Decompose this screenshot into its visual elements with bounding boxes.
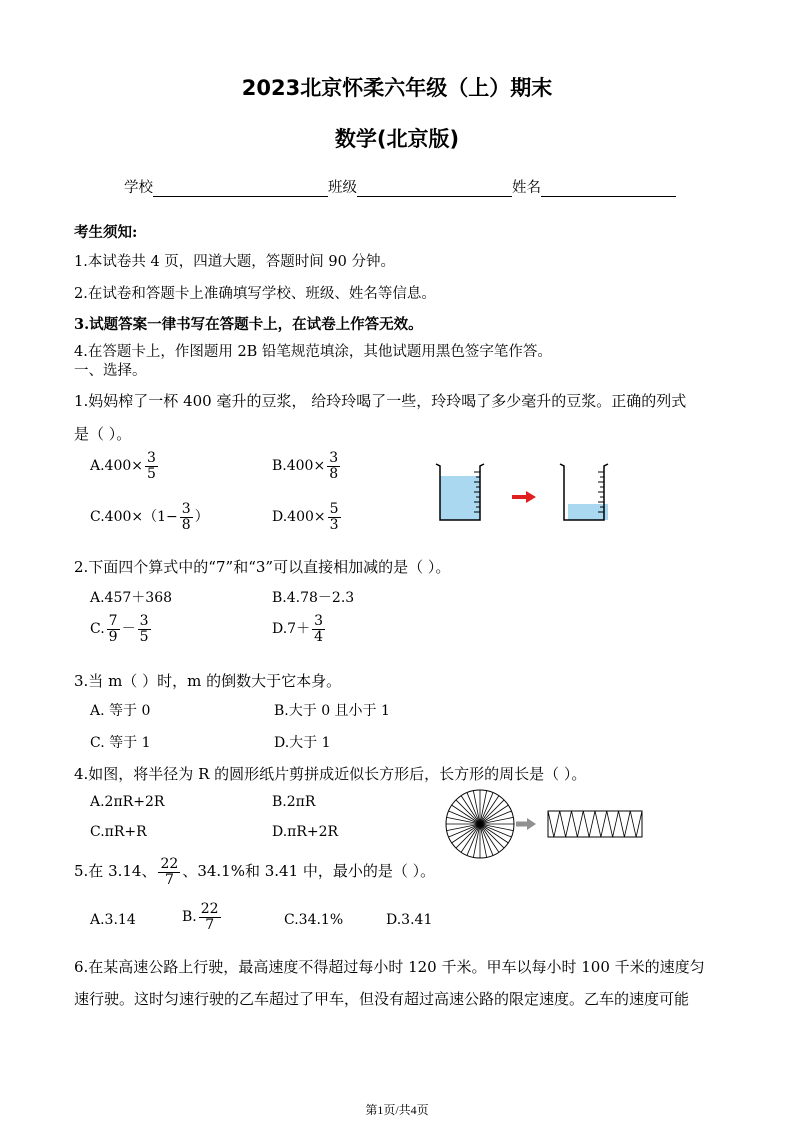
red-arrow-icon	[512, 491, 536, 503]
q1-option-d: D.400× $\frac{5}{3}$	[272, 501, 339, 533]
notice-heading: 考生须知:	[74, 224, 138, 241]
page-subtitle: 数学(北京版)	[334, 127, 460, 151]
q3-option-c: C. 等于 1	[90, 735, 151, 751]
q1-stem-2: 是（ ）。	[74, 425, 132, 443]
full-beaker-icon	[436, 464, 484, 520]
q6-stem-2: 速行驶。这时匀速行驶的乙车超过了甲车，但没有超过高速公路的限定速度。乙车的速度可能	[74, 990, 690, 1008]
q5-option-a: A.3.14	[90, 912, 136, 928]
q5-stem: 5.在 3.14、 $\frac{22}{7}$ 、34.1%和 3.41 中，最小的是（ ）。	[74, 856, 436, 888]
q5-option-d: D.3.41	[386, 912, 433, 928]
page-footer: 第1页/共4页	[365, 1103, 429, 1117]
q2-option-c: C. $\frac{7}{9}$ － $\frac{3}{5}$	[90, 613, 149, 645]
q2-option-d: D.7＋ $\frac{3}{4}$	[272, 613, 324, 645]
notice-item: 2.在试卷和答题卡上准确填写学校、班级、姓名等信息。	[74, 286, 436, 302]
section-heading: 一、选择。	[74, 363, 147, 379]
q4-option-a: A.2πR+2R	[90, 794, 165, 810]
notice-item: 1.本试卷共 4 页，四道大题，答题时间 90 分钟。	[74, 254, 395, 270]
class-blank[interactable]	[357, 182, 512, 197]
q6-stem: 6.在某高速公路上行驶，最高速度不得超过每小时 120 千米。甲车以每小时 100 千米的速度匀	[74, 958, 705, 976]
notice-item: 3.试题答案一律书写在答题卡上，在试卷上作答无效。	[74, 316, 423, 333]
partial-beaker-icon	[560, 464, 608, 520]
q4-circle-figure	[444, 788, 646, 860]
q3-option-d: D.大于 1	[274, 735, 331, 751]
q2-option-a: A.457＋368	[90, 590, 173, 606]
sectored-circle-icon	[446, 790, 514, 858]
class-label: 班级	[328, 180, 357, 196]
school-blank[interactable]	[153, 182, 328, 197]
q5-option-c: C.34.1%	[284, 912, 344, 928]
q1-option-a: A.400× $\frac{3}{5}$	[90, 450, 156, 482]
notice-item: 4.在答题卡上，作图题用 2B 铅笔规范填涂，其他试题用黑色签字笔作答。	[74, 344, 552, 360]
q4-option-d: D.πR+2R	[272, 824, 339, 840]
school-label: 学校	[124, 180, 153, 196]
q4-option-b: B.2πR	[272, 794, 316, 810]
q4-stem: 4.如图，将半径为 R 的圆形纸片剪拼成近似长方形后，长方形的周长是（ ）。	[74, 765, 587, 783]
q5-option-b: B. $\frac{22}{7}$	[182, 901, 219, 933]
q1-beaker-figure	[430, 458, 610, 526]
q3-option-a: A. 等于 0	[90, 703, 151, 719]
q2-option-b: B.4.78－2.3	[272, 590, 355, 606]
info-fields	[124, 176, 676, 197]
page-title: 2023北京怀柔六年级（上）期末	[241, 76, 553, 100]
q1-option-b: B.400× $\frac{3}{8}$	[272, 450, 339, 482]
q3-stem: 3.当 m（ ）时，m 的倒数大于它本身。	[74, 672, 342, 690]
name-blank[interactable]	[541, 182, 676, 197]
q3-option-b: B.大于 0 且小于 1	[274, 703, 390, 719]
q1-option-c: C.400×（1− $\frac{3}{8}$ ）	[90, 501, 209, 533]
approx-rectangle-icon	[548, 811, 642, 837]
q4-option-c: C.πR+R	[90, 824, 147, 840]
q2-stem: 2.下面四个算式中的“7”和“3”可以直接相加减的是（ ）。	[74, 558, 451, 576]
name-label: 姓名	[512, 180, 541, 196]
gray-arrow-icon	[516, 818, 536, 830]
q1-stem: 1.妈妈榨了一杯 400 毫升的豆浆， 给玲玲喝了一些，玲玲喝了多少毫升的豆浆。正确的列式	[74, 392, 687, 410]
